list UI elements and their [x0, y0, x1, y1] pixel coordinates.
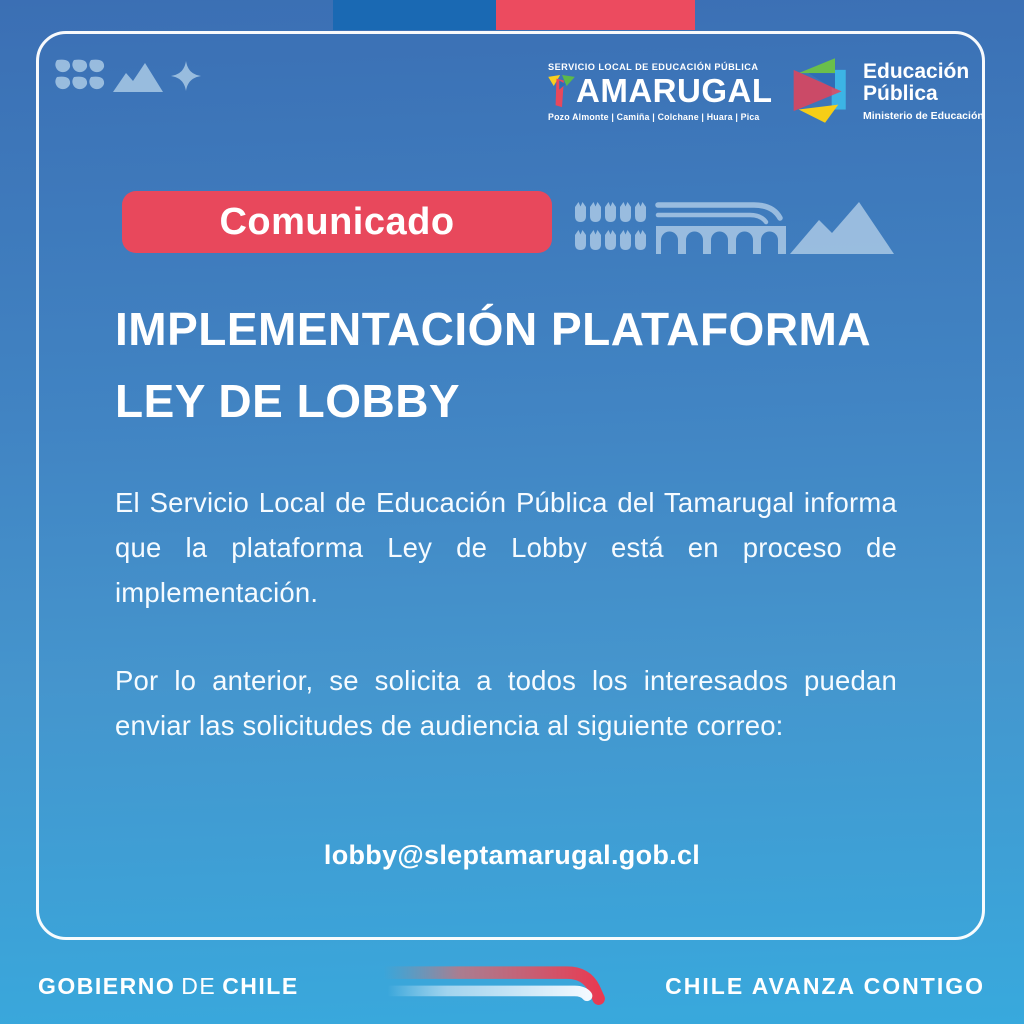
mountains-icon [113, 63, 163, 92]
ministry-title-line1: Educación [863, 60, 970, 83]
footer-word-chile: CHILE [222, 973, 299, 999]
decorative-pattern [574, 199, 898, 257]
educacion-publica-logo [792, 54, 984, 132]
comunicado-badge [122, 191, 552, 253]
flag-blue-bar [333, 0, 496, 30]
ministry-subtitle: Ministerio de Educación [863, 110, 984, 122]
footer-word-de: DE [181, 973, 217, 999]
train-viaduct-icon [656, 205, 786, 254]
contact-email: lobby@sleptamarugal.gob.cl [323, 840, 701, 870]
footer-word-gobierno: GOBIERNO [38, 973, 176, 999]
flag-red-bar [496, 0, 695, 30]
comunicado-badge-label: Comunicado [219, 200, 455, 243]
slep-tamarugal-logo [548, 62, 778, 122]
drops-grid-icon [55, 60, 104, 90]
sparkle-icon [171, 61, 201, 91]
ministry-title-line2: Pública [863, 82, 938, 105]
chile-flag-stripes-icon [374, 963, 642, 1017]
tamarugal-t-logo [548, 75, 576, 108]
slep-name-text: AMARUGAL [576, 72, 773, 109]
paragraph-2: Por lo anterior, se solicita a todos los interesados puedan enviar las solicitudes de audiencia al siguiente correo: [115, 665, 897, 741]
gobierno-de-chile-wordmark [38, 973, 299, 1000]
decorative-icons-top-left [55, 58, 205, 98]
page-title [115, 293, 995, 437]
title-line1: IMPLEMENTACIÓN PLATAFORMA [115, 303, 872, 355]
educacion-publica-icon [792, 54, 854, 132]
slep-communes: Pozo Almonte | Camiña | Colchane | Huara | Pica [548, 112, 760, 122]
chile-avanza-contigo-text: CHILE AVANZA CONTIGO [665, 973, 985, 999]
paragraph-1: El Servicio Local de Educación Pública del Tamarugal informa que la plataforma Ley de Lobby está en proceso de implementación. [115, 487, 897, 608]
mountains-icon [790, 202, 894, 254]
slep-overline: SERVICIO LOCAL DE EDUCACIÓN PÚBLICA [548, 62, 759, 72]
title-line2: LEY DE LOBBY [115, 375, 461, 427]
tulips-grid-icon [575, 202, 646, 250]
